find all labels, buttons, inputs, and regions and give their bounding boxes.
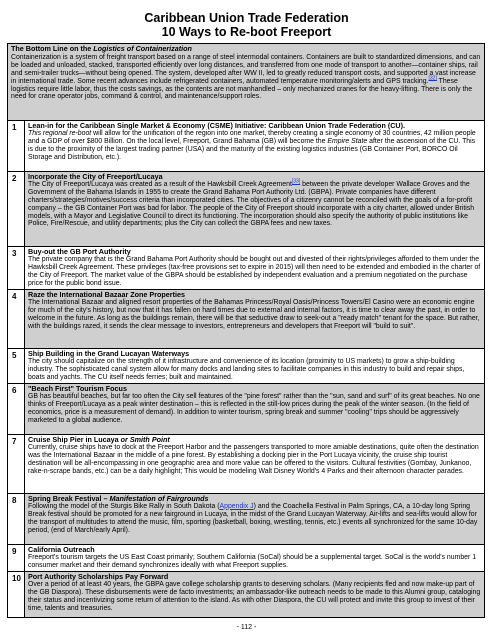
item-title: Incorporate the City of Freeport/Lucaya (28, 172, 163, 181)
item-number: 2 (8, 172, 25, 246)
item-number: 7 (8, 435, 25, 493)
list-item: 4 Raze the International Bazaar Zone Properties The International Bazaar and aligned resort properties of the Bahamas Princess/Royal Oasis/Princess Towers/El Casino were an economic engine for much of the city's history, but now that it has fallen on hard times due to external and internal factors, it is time to clear away the past, in order to welcome in the future. As long as the buildings remain, there will be that seductive draw to seek-out a "ready match" tenant for the space. But rather, with the buildings razed, it sends the clear message to investors, entrepreneurs and developers that Freeport will "build to suit". (8, 290, 484, 349)
ways-table (7, 43, 485, 618)
page-number: - 112 - (236, 624, 257, 631)
appendix-link[interactable]: Appendix J (219, 502, 254, 510)
list-item: 9 California Outreach Freeport's tourism targets the US East Coast primarily; Southern California (SoCal) should be a supplemental target. SoCal is the world's number 1 consumer market and their demand synchronizes ideally with what Freeport supplies. (8, 545, 484, 572)
item-title: Ship Building in the Grand Lucayan Waterways (28, 349, 190, 358)
intro-heading: The Bottom Line on the Logistics of Containerization (11, 44, 192, 53)
list-item: 1 Lean-in for the Caribbean Single Market & Economy (CSME) Initiative: Caribbean Union Trade Federation (CU). This regional re-boot will allow for the unification of the region into one market, thereby creating a single economy of 30 countries, 42 million people and a GDP of over $800 Billion. On the local level, Freeport, Grand Bahama (GB) will become the Empire State after the ascension of the CU. This is due to the proximity of the largest trading partner (USA) and the maturity of the existing logistics industries (GB Container Port, BORCO Oil Storage and Distribution, etc.). (8, 121, 484, 172)
reference-link[interactable]: [33] (291, 178, 301, 185)
list-item: 6 "Beach First" Tourism Focus GB has beautiful beaches, but far too often the City sell features of the "pine forest" rather than the "sun, sand and surf" of its great beaches. No one thinks of Freeport/Lucaya as a peak winter destination – this is reflected in the still-low prices during the peak of the winter season. (In the field of economics, price is a measurement of demand). In addition to winter tourism, spring break and summer "cooling" trips should be aggressively marketed to a global audience. (8, 384, 484, 435)
item-title: Port Authority Scholarships Pay Forward (28, 572, 169, 581)
list-item: 3 Buy-out the GB Port Authority The private company that is the Grand Bahama Port Authority should be bought out and divested of their rights/privileges afforded to them under the Hawksbill Creek Agreement. These privileges (tax-free provisions set to expire in 2015) will then need to be extended and embodied in the charter of the City of Freeport. The market value of the GBPA should be established by independent evaluation and a premium negotiated on the purchase price for the public bond issue. (8, 247, 484, 290)
intro-text-cont: These logistics require little labor, thus the costs savings, as the contents are not manhandled – only mechanized cranes for the heavy-lifting. There is only the need for crane operator jobs, command & control, and maintenance/support roles. (11, 77, 473, 101)
item-number: 5 (8, 349, 25, 383)
list-item: 8 Spring Break Festival – Manifestation of Fairgrounds Following the model of the Sturgis Bike Rally in South Dakota (Appendix J) and the Coachella Festival in Palm Springs, CA, a 10-day long Spring Break festival should be promoted for a new fairground in Lucaya, in the midst of the Grand Lucayan Waterway. Air-lifts and sea-lifts would allow for the transport of multitudes to attend the music, film, sporting (basketball, boxing, wrestling, tennis, etc.) events all synchronized for the same 10-day period, (end of March/early April). (8, 494, 484, 545)
reference-link[interactable]: [32] (428, 75, 437, 82)
item-number: 6 (8, 384, 25, 434)
document-title: Caribbean Union Trade Federation (144, 11, 349, 25)
item-number: 9 (8, 545, 25, 571)
item-title: Raze the International Bazaar Zone Properties (28, 290, 185, 299)
item-number: 3 (8, 247, 25, 289)
item-title: "Beach First" Tourism Focus (28, 384, 127, 393)
list-item: 7 Cruise Ship Pier in Lucaya or Smith Point Currently, cruise ships have to dock at the Freeport Harbor and the passengers transported to more amiable destinations, quite often the destination was the International Bazaar in the middle of a pine forest. By establishing a docking pier in the Port Lucaya vicinity, the cruise ship tourist destination will be all-encompassing in one geographic area and more value can be offered to the visitors. Cultural festivities (Gombay, Junkanoo, rake-n-scrape bands, etc.) can be a daily highlight; This would be modeling Walt Disney World's 4 Parks and their afternoon character parades. (8, 435, 484, 494)
item-title: Lean-in for the Caribbean Single Market & Economy (CSME) Initiative: Caribbean Union Trade Federation (CU). (28, 121, 405, 130)
item-number: 10 (8, 572, 25, 617)
list-item: 10 Port Authority Scholarships Pay Forward Over a period of at least 40 years, the GBPA gave college scholarship grants to deserving scholars. (Many recipients fled and now make-up part of the GB Diaspora). These disbursements were de facto investments; an ambassador-like outreach needs to be made to this Alumni group, cataloging their status and incentivizing some return of attention to the island. As with other Diaspora, the CU will protect and invite this group to invest of their time, talents and treasuries. (8, 572, 484, 617)
list-item: 2 Incorporate the City of Freeport/Lucaya The City of Freeport/Lucaya was created as a result of the Hawksbill Creek Agreement[33] between the private developer Wallace Groves and the Government of the Bahama Islands in 1955 to create the Grand Bahama Port Authority Ltd. (GBPA). Private companies have different charters/strategies/motives/success criteria than incorporated cities. The objectives of a citizenry cannot be reconciled with the goals of a for-profit company – the GB Container Port was bad for labor. The people of the City of Freeport should incorporate with a city charter, allowed under British models, with a Mayor and Legislative Council to direct its functioning. The incorporation should also specify the authority of public institutions like Police, Fire/Rescue, and utility departments; plus the City can collect the GBPA fees and new taxes. (8, 172, 484, 247)
item-title: Spring Break Festival – Manifestation of Fairgrounds (28, 494, 209, 503)
document-subtitle: 10 Ways to Re-boot Freeport (161, 25, 332, 39)
intro-box (8, 44, 484, 121)
item-title: California Outreach (28, 545, 95, 554)
item-number: 8 (8, 494, 25, 544)
item-title: Cruise Ship Pier in Lucaya or Smith Point (28, 435, 170, 444)
intro-text: Containerization is a system of freight transport based on a range of steel intermodal containers. Containers are built to standardized dimensions, and can be loaded and unloaded, stacked, transported efficiently over long distances, and transferred from one mode of transport to another—container ships, rail and semi-trailer trucks—without being opened. The system, developed after WW II, led to greatly reduced transport costs, and supported a vast increase in international trade. Some recent advances include refrigerated containers, automated temperature monitoring/alerts and GPS tracking. (11, 53, 481, 85)
item-title: Buy-out the GB Port Authority (28, 247, 131, 256)
item-number: 1 (8, 121, 25, 171)
list-item: 5 Ship Building in the Grand Lucayan Waterways The city should capitalize on the strength of it infrastructure and convenience of its location (proximity to US markets) to grow a ship-building industry. The sophisticated canal system allow for many docks and landing sites to facilitate companies in this industry to build and repair ships, boats and yachts. The CU itself needs ferries; built and maintained. (8, 349, 484, 384)
item-number: 4 (8, 290, 25, 348)
